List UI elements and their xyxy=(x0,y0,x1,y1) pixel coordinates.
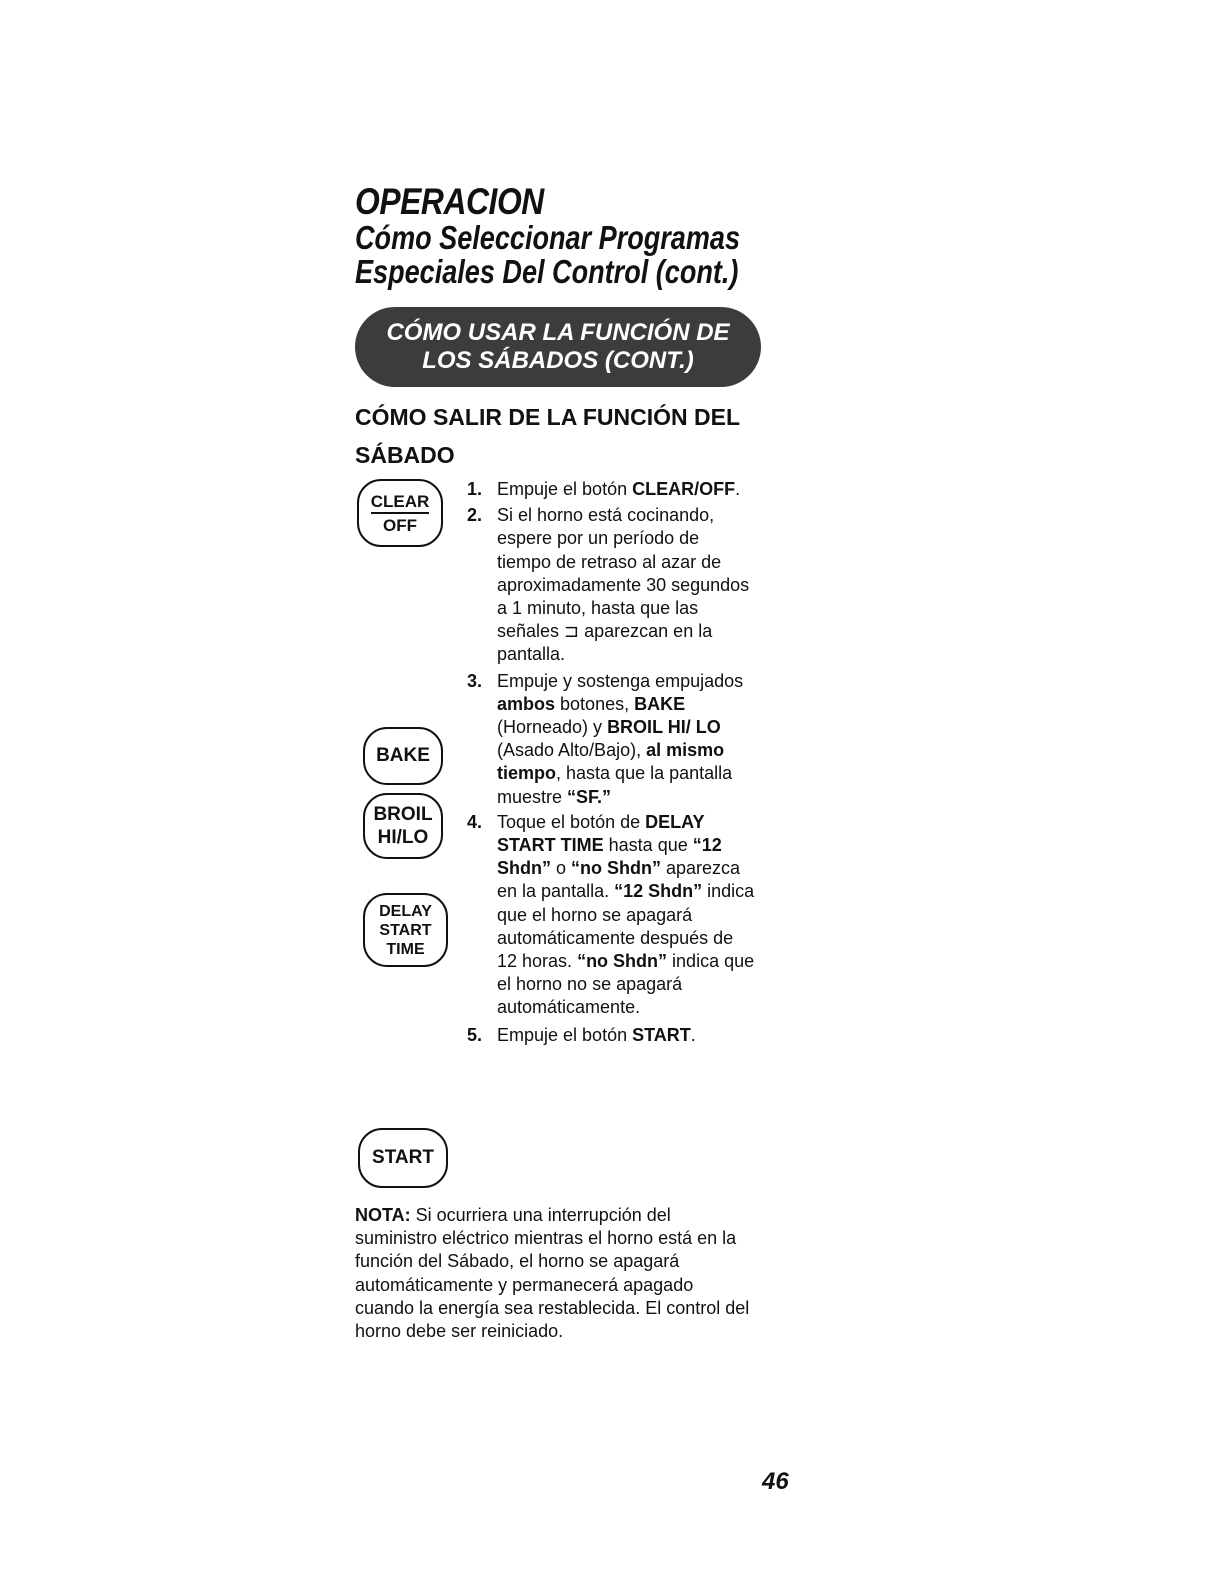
note-paragraph xyxy=(355,1204,755,1343)
step-item: 2. Si el horno está cocinando, espere por un período de tiempo de retraso al azar de aproximadamente 30 segundos a 1 minuto, hasta que las señales ⊐ aparezcan en la pantalla. xyxy=(467,505,750,665)
delay-start-time-key xyxy=(363,893,448,967)
delay-key-label: DELAY xyxy=(379,902,432,920)
hi-lo-key-label: HI/LO xyxy=(377,827,429,848)
section-banner xyxy=(355,307,761,387)
step-number: 1. xyxy=(467,479,483,499)
step-item: 4. Toque el botón de DELAY START TIME hasta que “12 Shdn” o “no Shdn” aparezca en la pantalla. “12 Shdn” indica que el horno se apagará automáticamente después de 12 horas. “no Shdn” indica que el horno no se apagará automáticamente. xyxy=(467,811,755,1018)
step-item: 5. Empuje el botón START. xyxy=(467,1024,757,1047)
step-number: 5. xyxy=(467,1024,483,1045)
step-number: 3. xyxy=(467,670,483,691)
bake-key xyxy=(363,727,443,785)
step-item: 1. Empuje el botón CLEAR/OFF. xyxy=(467,478,757,501)
broil-key-label: BROIL xyxy=(373,804,433,825)
page-number: 46 xyxy=(762,1468,789,1495)
clear-off-key xyxy=(357,479,443,547)
section-label: OPERACION xyxy=(355,181,544,222)
clear-key-label: CLEAR xyxy=(371,492,430,514)
banner-text: CÓMO USAR LA FUNCIÓN DE LOS SÁBADOS (CONT.) xyxy=(386,319,730,374)
page-title: Cómo Seleccionar Programas Especiales Del Control (cont.) xyxy=(355,219,741,290)
step-number: 4. xyxy=(467,811,483,832)
broil-hi-lo-key xyxy=(363,793,443,859)
step-item: 3. Empuje y sostenga empujados ambos botones, BAKE (Horneado) y BROIL HI/ LO (Asado Alto/Bajo), al mismo tiempo, hasta que la pantalla muestre “SF.” xyxy=(467,670,744,807)
bake-key-label: BAKE xyxy=(376,745,430,766)
step-number: 2. xyxy=(467,505,483,526)
subheading: CÓMO SALIR DE LA FUNCIÓN DEL SÁBADO xyxy=(355,404,740,468)
note-label: NOTA: xyxy=(355,1205,411,1225)
start-key-label: START xyxy=(372,1147,434,1168)
note-text: Si ocurriera una interrupción del suministro eléctrico mientras el horno está en la función del Sábado, el horno se apagará automáticamente y permanecerá apagado cuando la energía sea restablecida. El control del horno debe ser reiniciado. xyxy=(355,1205,750,1342)
off-key-label: OFF xyxy=(383,515,417,535)
delay-start-key-label: START xyxy=(379,921,432,939)
start-key xyxy=(358,1128,448,1188)
steps-list xyxy=(467,478,757,1047)
time-key-label: TIME xyxy=(386,940,425,958)
